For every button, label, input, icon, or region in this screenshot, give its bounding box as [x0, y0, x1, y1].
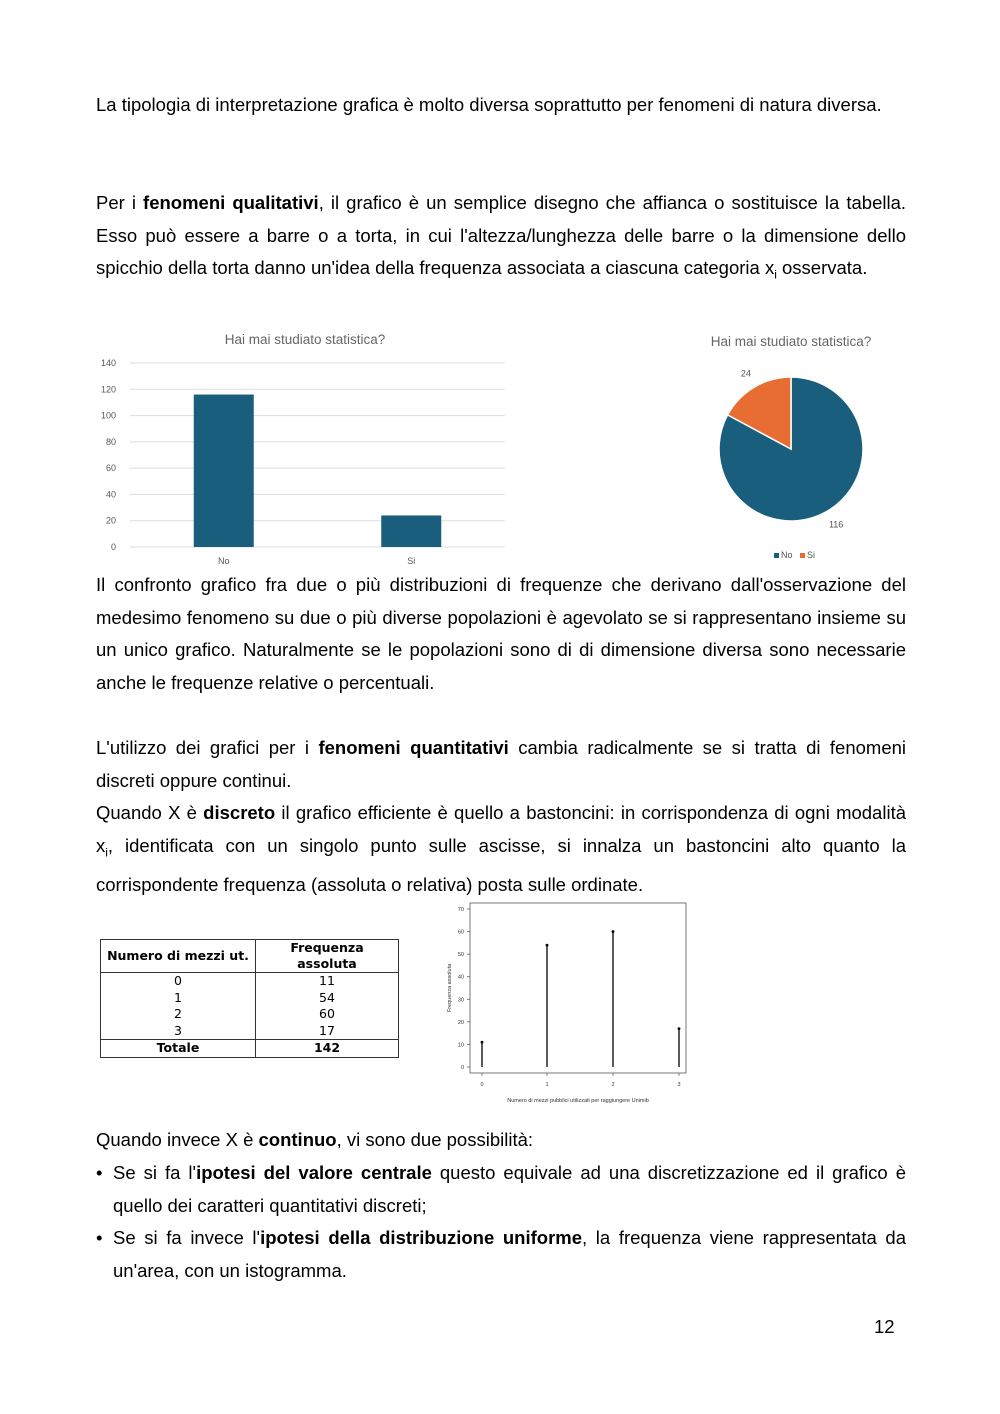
table-cell: 17: [256, 1023, 399, 1040]
y-tick-label: 100: [100, 410, 116, 421]
table-row: [101, 990, 399, 1007]
pie-chart-slices: [719, 377, 863, 521]
intro-paragraph: [96, 89, 906, 122]
qualitative-paragraph: [96, 187, 906, 291]
legend-swatch: [774, 553, 779, 558]
bullet-text: Se si fa invece l': [113, 1227, 261, 1248]
y-tick-label: 10: [457, 1042, 464, 1049]
table-cell: 142: [256, 1040, 399, 1058]
bar-chart: [90, 326, 515, 572]
legend-label: Si: [807, 550, 816, 560]
stick-chart-y-label: Frequenza assoluta: [447, 963, 453, 1013]
y-tick-label: 60: [457, 929, 464, 936]
qualitative-bold: fenomeni qualitativi: [143, 192, 319, 213]
y-tick-label: 20: [105, 515, 116, 526]
y-tick-label: 60: [105, 463, 116, 474]
discrete-lead: Quando X è: [96, 802, 204, 823]
discrete-text-end: , identificata con un singolo punto sulle ascisse, si innalza un bastoncini alto quanto la corrispondente frequenza (assoluta o relativa) posta sulle ordinate.: [96, 834, 906, 895]
discrete-subscript: i: [105, 845, 108, 860]
y-tick-label: 70: [457, 907, 464, 913]
bar-chart-y-axis: [101, 358, 116, 552]
bullet-text: questo equivale ad una discretizzazione ed il grafico è quello dei caratteri quantitativi discreti;: [113, 1162, 906, 1216]
x-tick-label: 2: [611, 1082, 615, 1088]
quantitative-text: cambia radicalmente se si tratta di fenomeni discreti oppure continui.: [96, 737, 907, 791]
table-row: [101, 973, 399, 990]
table-header-row: [101, 940, 399, 973]
bar-chart-x-axis: [218, 556, 415, 566]
y-tick-label: 0: [460, 1065, 464, 1071]
bullet-bold: ipotesi del valore centrale: [196, 1162, 432, 1183]
qualitative-lead: Per i: [96, 192, 144, 213]
pie-chart-legend: [774, 550, 815, 560]
bullet-list: [96, 1157, 906, 1287]
y-tick-label: 20: [457, 1019, 464, 1026]
table-cell: 11: [256, 973, 399, 990]
list-item: [96, 1157, 906, 1222]
table-cell: 54: [256, 990, 399, 1007]
continuous-lead: Quando invece X è: [96, 1129, 259, 1150]
pie-value-label: 24: [740, 368, 751, 379]
quantitative-paragraph: [96, 732, 906, 901]
bar: [194, 395, 254, 547]
bullet-text: , la frequenza viene rappresentata da un'area, con un istogramma.: [113, 1227, 906, 1281]
stick-point: [612, 930, 615, 933]
table-cell: 60: [256, 1006, 399, 1023]
pie-value-label: 116: [828, 519, 844, 530]
stick-chart-x-axis: [480, 1073, 680, 1088]
legend-label: No: [781, 550, 793, 560]
quantitative-bold: fenomeni quantitativi: [318, 737, 509, 758]
x-tick-label: Si: [407, 556, 416, 566]
pie-chart: [690, 326, 910, 572]
y-tick-label: 120: [100, 384, 116, 395]
comparison-paragraph: [96, 569, 906, 699]
legend-swatch: [800, 553, 805, 558]
y-tick-label: 50: [457, 952, 464, 959]
bar: [381, 515, 441, 547]
stick-chart-sticks: [481, 930, 681, 1067]
qualitative-text: , il grafico è un semplice disegno che affianca o sostituisce la tabella. Esso può essere a barre o a torta, in cui l'altezza/lunghezza delle barre o la dimensione dello spicchio della torta danno un'idea della frequenza associata a ciascuna categoria x: [96, 192, 907, 278]
bar-chart-title: Hai mai studiato statistica?: [224, 332, 386, 347]
list-item: [96, 1222, 906, 1287]
bullet-dot: •: [96, 1162, 103, 1183]
table-row: [101, 1006, 399, 1023]
y-tick-label: 80: [105, 436, 116, 447]
table-row: [101, 1023, 399, 1040]
x-tick-label: No: [217, 556, 230, 566]
table-cell: 2: [101, 1006, 256, 1023]
table-total-row: [101, 1040, 399, 1058]
bullet-bold: ipotesi della distribuzione uniforme: [260, 1227, 583, 1248]
table-header: Frequenza assoluta: [256, 940, 399, 973]
y-tick-label: 30: [457, 997, 464, 1004]
stick-point: [481, 1041, 484, 1044]
x-tick-label: 3: [677, 1082, 681, 1088]
table-cell: 1: [101, 990, 256, 1007]
stick-chart-x-label: Numero di mezzi pubblici utilizzati per raggiungere Unimib: [507, 1098, 649, 1104]
bullet-dot: •: [96, 1227, 103, 1248]
continuous-text: , vi sono due possibilità:: [336, 1129, 534, 1150]
continuous-paragraph: [96, 1124, 906, 1157]
qualitative-text-end: osservata.: [776, 257, 868, 278]
stick-chart: [438, 900, 700, 1106]
y-tick-label: 40: [105, 489, 116, 500]
comparison-text: Il confronto grafico fra due o più distribuzioni di frequenze che derivano dall'osservazione del medesimo fenomeno su due o più diverse popolazioni è agevolato se si rappresentano insieme su un unico grafico. Naturalmente se le popolazioni sono di di dimensione diversa sono necessarie anche le frequenze relative o percentuali.: [96, 574, 906, 693]
page-number: 12: [874, 1316, 895, 1337]
table-cell: Totale: [101, 1040, 256, 1058]
x-tick-label: 0: [480, 1082, 484, 1088]
table-header: Numero di mezzi ut.: [101, 940, 256, 973]
bullet-text: Se si fa l': [113, 1162, 197, 1183]
x-tick-label: 1: [545, 1082, 549, 1088]
y-tick-label: 40: [457, 974, 464, 981]
stick-point: [546, 944, 549, 947]
y-tick-label: 0: [110, 542, 116, 552]
bar-chart-bars: [194, 395, 442, 547]
intro-text: La tipologia di interpretazione grafica è molto diversa soprattutto per fenomeni di natura diversa.: [96, 94, 882, 115]
frequency-table: [100, 939, 399, 1058]
table-cell: 0: [101, 973, 256, 990]
discrete-bold: discreto: [203, 802, 276, 823]
stick-chart-y-axis: [458, 907, 470, 1071]
quantitative-lead: L'utilizzo dei grafici per i: [96, 737, 319, 758]
continuous-bold: continuo: [258, 1129, 337, 1150]
qualitative-subscript: i: [774, 267, 777, 282]
stick-chart-frame: [470, 903, 686, 1073]
discrete-text: il grafico efficiente è quello a bastoncini: in corrispondenza di ogni modalità x: [96, 802, 906, 856]
table-cell: 3: [101, 1023, 256, 1040]
stick-point: [678, 1027, 681, 1030]
bar-chart-grid: [130, 363, 505, 547]
pie-chart-title: Hai mai studiato statistica?: [710, 334, 872, 349]
y-tick-label: 140: [100, 358, 116, 368]
